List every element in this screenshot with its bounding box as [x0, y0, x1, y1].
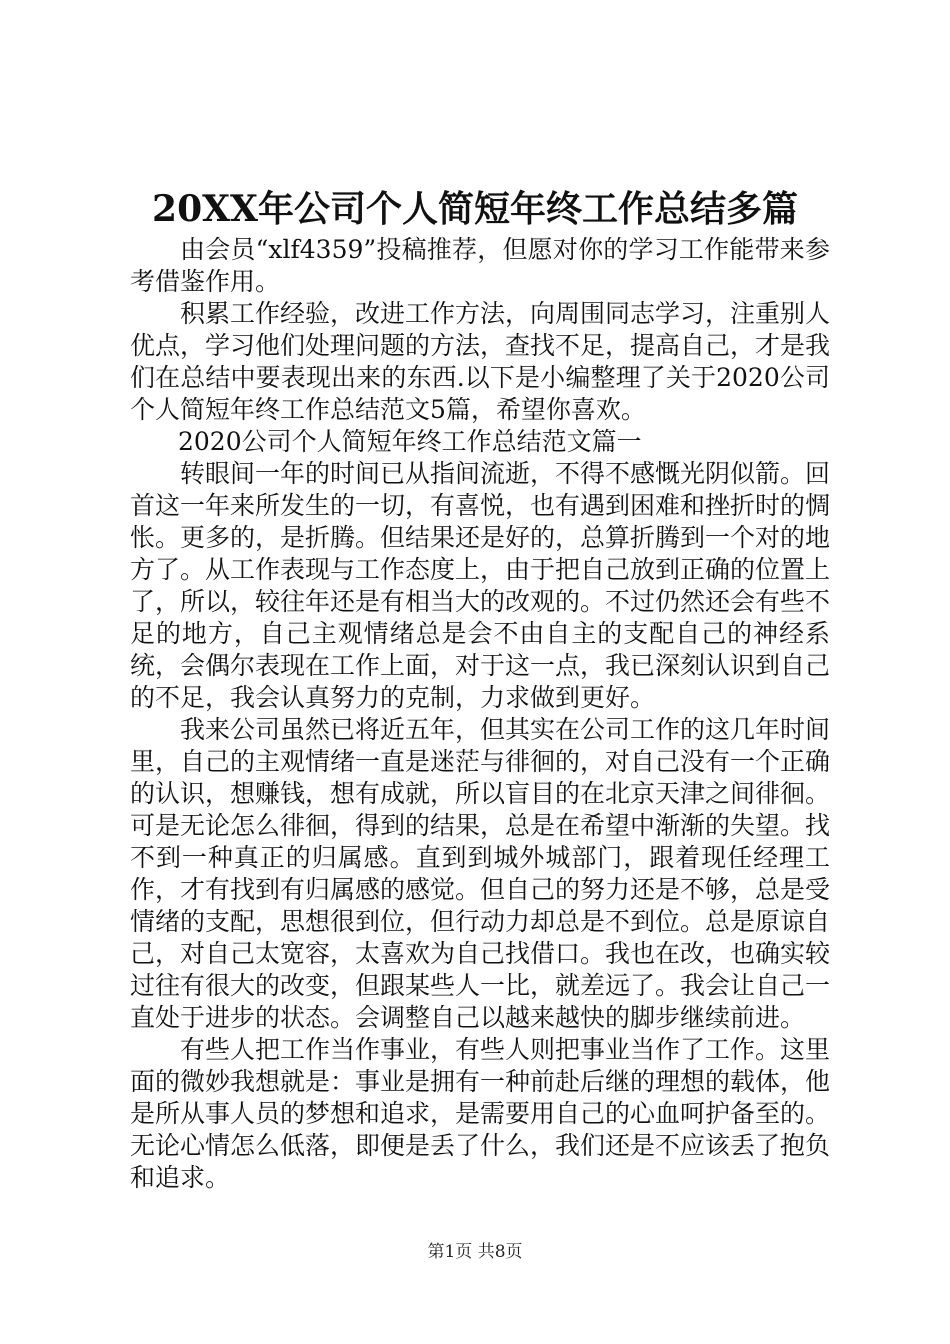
- intro-paragraph: 由会员“xlf4359”投稿推荐，但愿对你的学习工作能带来参考借鉴作用。: [130, 235, 830, 296]
- body-paragraph: 有些人把工作当作事业，有些人则把事业当作了工作。这里面的微妙我想就是：事业是拥有一种前赴后继的理想的载体，他是所从事人员的梦想和追求，是需要用自己的心血呵护备至的。无论心情怎么低落，即便是丢了什么，我们还是不应该丢了抱负和追求。: [130, 1035, 831, 1192]
- document-title: 20XX年公司个人简短年终工作总结多篇: [152, 188, 798, 230]
- document-body: [130, 234, 830, 1194]
- summary-paragraph: 积累工作经验，改进工作方法，向周围同志学习，注重别人优点，学习他们处理问题的方法，查找不足，提高自己，才是我们在总结中要表现出来的东西.以下是小编整理了关于2020公司个人简短年终工作总结范文5篇，希望你喜欢。: [130, 299, 831, 424]
- body-paragraph: 转眼间一年的时间已从指间流逝，不得不感慨光阴似箭。回首这一年来所发生的一切，有喜悦，也有遇到困难和挫折时的惆怅。更多的，是折腾。但结果还是好的，总算折腾到一个对的地方了。从工作表现与工作态度上，由于把自己放到正确的位置上了，所以，较往年还是有相当大的改观的。不过仍然还会有些不足的地方，自己主观情绪总是会不由自主的支配自己的神经系统，会偶尔表现在工作上面，对于这一点，我已深刻认识到自己的不足，我会认真努力的克制，力求做到更好。: [130, 459, 831, 712]
- section-heading: 2020公司个人简短年终工作总结范文篇一: [178, 427, 642, 456]
- body-paragraph: 我来公司虽然已将近五年，但其实在公司工作的这几年时间里，自己的主观情绪一直是迷茫与徘徊的，对自己没有一个正确的认识，想赚钱，想有成就，所以盲目的在北京天津之间徘徊。可是无论怎么徘徊，得到的结果，总是在希望中渐渐的失望。找不到一种真正的归属感。直到到城外城部门，跟着现任经理工作，才有找到有归属感的感觉。但自己的努力还是不够，总是受情绪的支配，思想很到位，但行动力却总是不到位。总是原谅自己，对自己太宽容，太喜欢为自己找借口。我也在改，也确实较过往有很大的改变，但跟某些人一比，就差远了。我会让自己一直处于进步的状态。会调整自己以越来越快的脚步继续前进。: [130, 715, 831, 1032]
- page-number-footer: 第1页 共8页: [427, 1242, 523, 1262]
